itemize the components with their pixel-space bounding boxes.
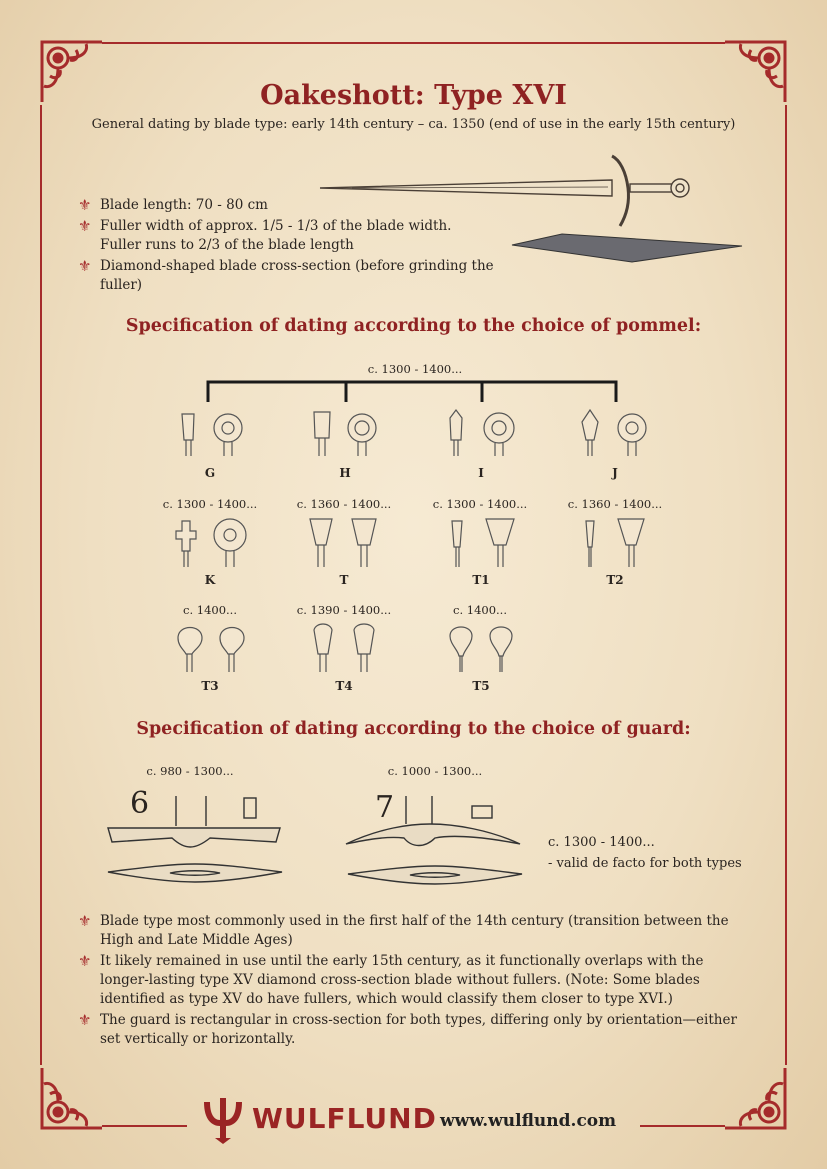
pommel-label-k: K xyxy=(204,573,216,587)
fleur-de-lis-icon: ⚜ xyxy=(78,257,92,275)
pommel-t xyxy=(306,515,386,570)
frame-top-line xyxy=(102,42,725,44)
pommel-label-j: J xyxy=(612,466,618,480)
guard-7-number: 7 xyxy=(375,790,395,825)
frame-bottom-left-line xyxy=(102,1125,187,1127)
page-title: Oakeshott: Type XVI xyxy=(260,80,567,111)
pommel-date-t2: c. 1360 - 1400... xyxy=(567,497,663,511)
pommel-t5 xyxy=(444,620,524,675)
guard-section-heading: Specification of dating according to the choice of guard: xyxy=(136,719,691,739)
guard-note-text: - valid de facto for both types xyxy=(548,856,742,871)
fleur-de-lis-icon: ⚜ xyxy=(78,952,92,970)
pommel-label-t: T xyxy=(339,573,349,587)
guard-6-date: c. 980 - 1300... xyxy=(146,764,234,778)
pommel-group-bracket xyxy=(205,378,625,404)
pommel-label-t1: T1 xyxy=(472,573,490,587)
pommel-date-t5: c. 1400... xyxy=(453,603,507,617)
guard-6-illustration xyxy=(100,790,290,890)
pommel-g xyxy=(176,408,246,458)
bottom-bullet-list xyxy=(78,912,738,1051)
pommel-j xyxy=(578,408,653,458)
bullet-blade-length: ⚜ Blade length: 70 - 80 cm xyxy=(78,196,268,214)
pommel-date-t4: c. 1390 - 1400... xyxy=(296,603,392,617)
frame-left-line xyxy=(40,105,42,1065)
bullet-overlap-type-xv: ⚜ It likely remained in use until the early 15th century, as it functionally overlaps with the longer-lasting type XV diamond cross-section blade without fullers. (Note: Some blades identified as type XV do have fullers, which would classify them closer to type XVI.) xyxy=(78,952,704,1007)
brand-name: WULFLUND xyxy=(252,1102,437,1135)
website-link[interactable]: www.wulflund.com xyxy=(440,1111,617,1131)
sword-illustration xyxy=(312,150,752,270)
page-subtitle: General dating by blade type: early 14th century – ca. 1350 (end of use in the early 15th century) xyxy=(91,117,736,132)
guard-6-number: 6 xyxy=(130,786,150,821)
pommel-label-t2: T2 xyxy=(606,573,624,587)
fleur-de-lis-icon: ⚜ xyxy=(78,1011,92,1029)
corner-ornament-bottom-left xyxy=(36,1062,108,1134)
bullet-fuller-width: ⚜ Fuller width of approx. 1/5 - 1/3 of the blade width. Fuller runs to 2/3 of the blade length xyxy=(78,217,452,253)
pommel-h xyxy=(310,408,380,458)
pommel-label-h: H xyxy=(339,466,351,480)
pommel-date-t3: c. 1400... xyxy=(183,603,237,617)
pommel-section-heading: Specification of dating according to the choice of pommel: xyxy=(125,316,702,336)
pommel-date-t1: c. 1300 - 1400... xyxy=(432,497,528,511)
pommel-t1 xyxy=(444,515,524,570)
corner-ornament-bottom-right xyxy=(719,1062,791,1134)
pommel-date-k: c. 1300 - 1400... xyxy=(162,497,258,511)
pommel-t2 xyxy=(578,515,658,570)
frame-right-line xyxy=(785,105,787,1065)
frame-bottom-right-line xyxy=(640,1125,725,1127)
pommel-i xyxy=(444,408,519,458)
pommel-label-t3: T3 xyxy=(201,679,219,693)
pommel-label-t5: T5 xyxy=(472,679,490,693)
pommel-t4 xyxy=(306,620,386,675)
pommel-label-g: G xyxy=(204,466,216,480)
bullet-guard-cross-section: ⚜ The guard is rectangular in cross-section for both types, differing only by orientation—either set vertically or horizontally. xyxy=(78,1011,737,1047)
wulflund-trident-logo xyxy=(200,1094,246,1144)
pommel-k xyxy=(172,515,252,570)
pommel-group-date: c. 1300 - 1400... xyxy=(367,362,463,376)
fleur-de-lis-icon: ⚜ xyxy=(78,912,92,930)
fleur-de-lis-icon: ⚜ xyxy=(78,217,92,235)
guard-7-date: c. 1000 - 1300... xyxy=(387,764,483,778)
bullet-cross-section: ⚜ Diamond-shaped blade cross-section (before grinding the fuller) xyxy=(78,257,494,293)
fleur-de-lis-icon: ⚜ xyxy=(78,196,92,214)
guard-7-illustration xyxy=(340,790,530,890)
bullet-usage-period: ⚜ Blade type most commonly used in the first half of the 14th century (transition between the High and Late Middle Ages) xyxy=(78,912,729,948)
guard-note-date: c. 1300 - 1400... xyxy=(548,835,655,850)
pommel-label-t4: T4 xyxy=(335,679,353,693)
pommel-t3 xyxy=(172,620,252,675)
pommel-label-i: I xyxy=(478,466,484,480)
pommel-date-t: c. 1360 - 1400... xyxy=(296,497,392,511)
